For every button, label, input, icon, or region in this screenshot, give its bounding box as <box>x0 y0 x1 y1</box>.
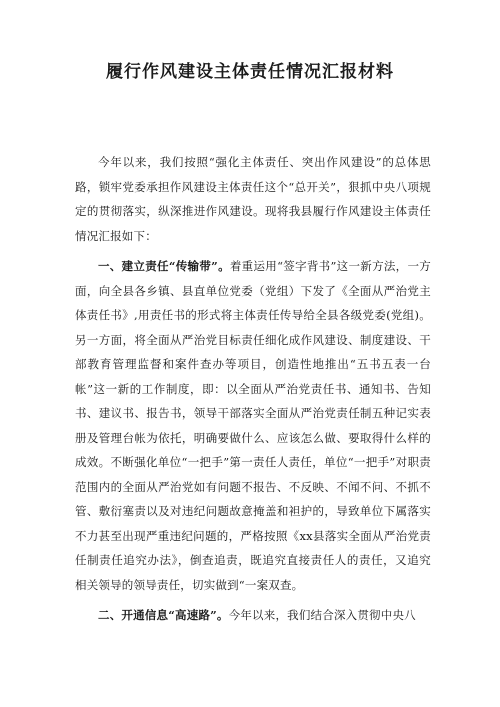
section-text-2: 今年以来，我们结合深入贯彻中央八 <box>228 608 416 622</box>
section-heading-2: 二、开通信息“高速路”。 <box>98 608 229 622</box>
section-paragraph-2 <box>75 603 431 628</box>
document-title: 履行作风建设主体责任情况汇报材料 <box>106 62 394 82</box>
section-heading-1: 一、建立责任“传输带”。 <box>98 259 230 273</box>
section-paragraph-1 <box>75 254 431 597</box>
document-body <box>75 150 431 634</box>
section-text-1: 着重运用“签字背书”这一新方法，一方面，向全县各乡镇、县直单位党委（党组）下发了《全面从严治党主体责任书》,用责任书的形式将主体责任传导给全县各级党委(党组)。另一方面，将全面从严治党目标责任细化成作风建设、制度建设、干部教育管理监督和案件查办等项目，创造性地推出“五书五表一台帐”这一新的工作制度，即：以全面从严治党责任书、通知书、告知书、建议书、报告书，领导干部落实全面从严治党责任制五种记实表册及管理台帐为依托，明确要做什么、应该怎么做、要取得什么样的成效。不断强化单位“一把手”第一责任人责任，单位“一把手”对职责范围内的全面从严治党如有问题不报告、不反映、不闻不问、不抓不管、敷衍塞责以及对违纪问题故意掩盖和袒护的，导致单位下属落实不力甚至出现严重违纪问题的，严格按照《xx县落实全面从严治党责任制责任追究办法》，倒查追责，既追究直接责任人的责任，又追究相关领导的领导责任，切实做到“一案双查。 <box>75 259 431 592</box>
intro-paragraph: 今年以来，我们按照“强化主体责任、突出作风建设”的总体思路，锁牢党委承担作风建设主体责任这个“总开关”，狠抓中央八项规定的贯彻落实，纵深推进作风建设。现将我县履行作风建设主体责任情况汇报如下： <box>75 155 431 243</box>
